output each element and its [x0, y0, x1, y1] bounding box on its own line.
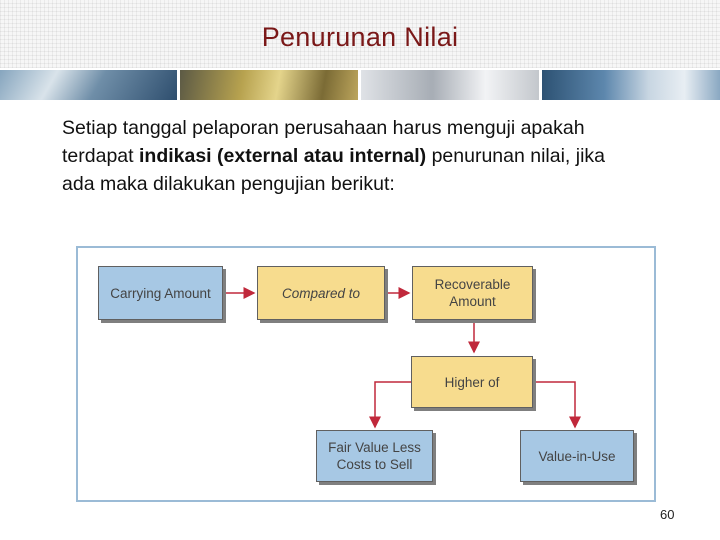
higher-of-box: Higher of: [411, 356, 533, 408]
fair-value-less-costs-box: Fair Value Less Costs to Sell: [316, 430, 433, 482]
page-number: 60: [660, 507, 675, 522]
decorative-image: [180, 70, 358, 100]
decorative-image: [542, 70, 720, 100]
page-title: Penurunan Nilai: [261, 22, 459, 52]
carrying-amount-box: Carrying Amount: [98, 266, 223, 320]
impairment-flow-diagram: [76, 246, 656, 502]
recoverable-amount-box: Recoverable Amount: [412, 266, 533, 320]
decorative-image: [361, 70, 539, 100]
compared-to-box: Compared to: [257, 266, 385, 320]
decorative-image: [0, 70, 177, 100]
value-in-use-box: Value-in-Use: [520, 430, 634, 482]
paragraph-text: Setiap tanggal pelaporan perusahaan harus menguji apakah terdapat: [62, 117, 585, 167]
body-paragraph: [62, 114, 642, 198]
arrow-higher-to-fair-value: [375, 382, 411, 427]
paragraph-text: penurunan nilai, jika ada maka dilakukan pengujian berikut:: [62, 145, 606, 195]
decorative-image-band: [0, 70, 720, 100]
arrow-higher-to-value-in-use: [533, 382, 575, 427]
paragraph-bold-text: indikasi (external atau internal): [138, 145, 427, 167]
